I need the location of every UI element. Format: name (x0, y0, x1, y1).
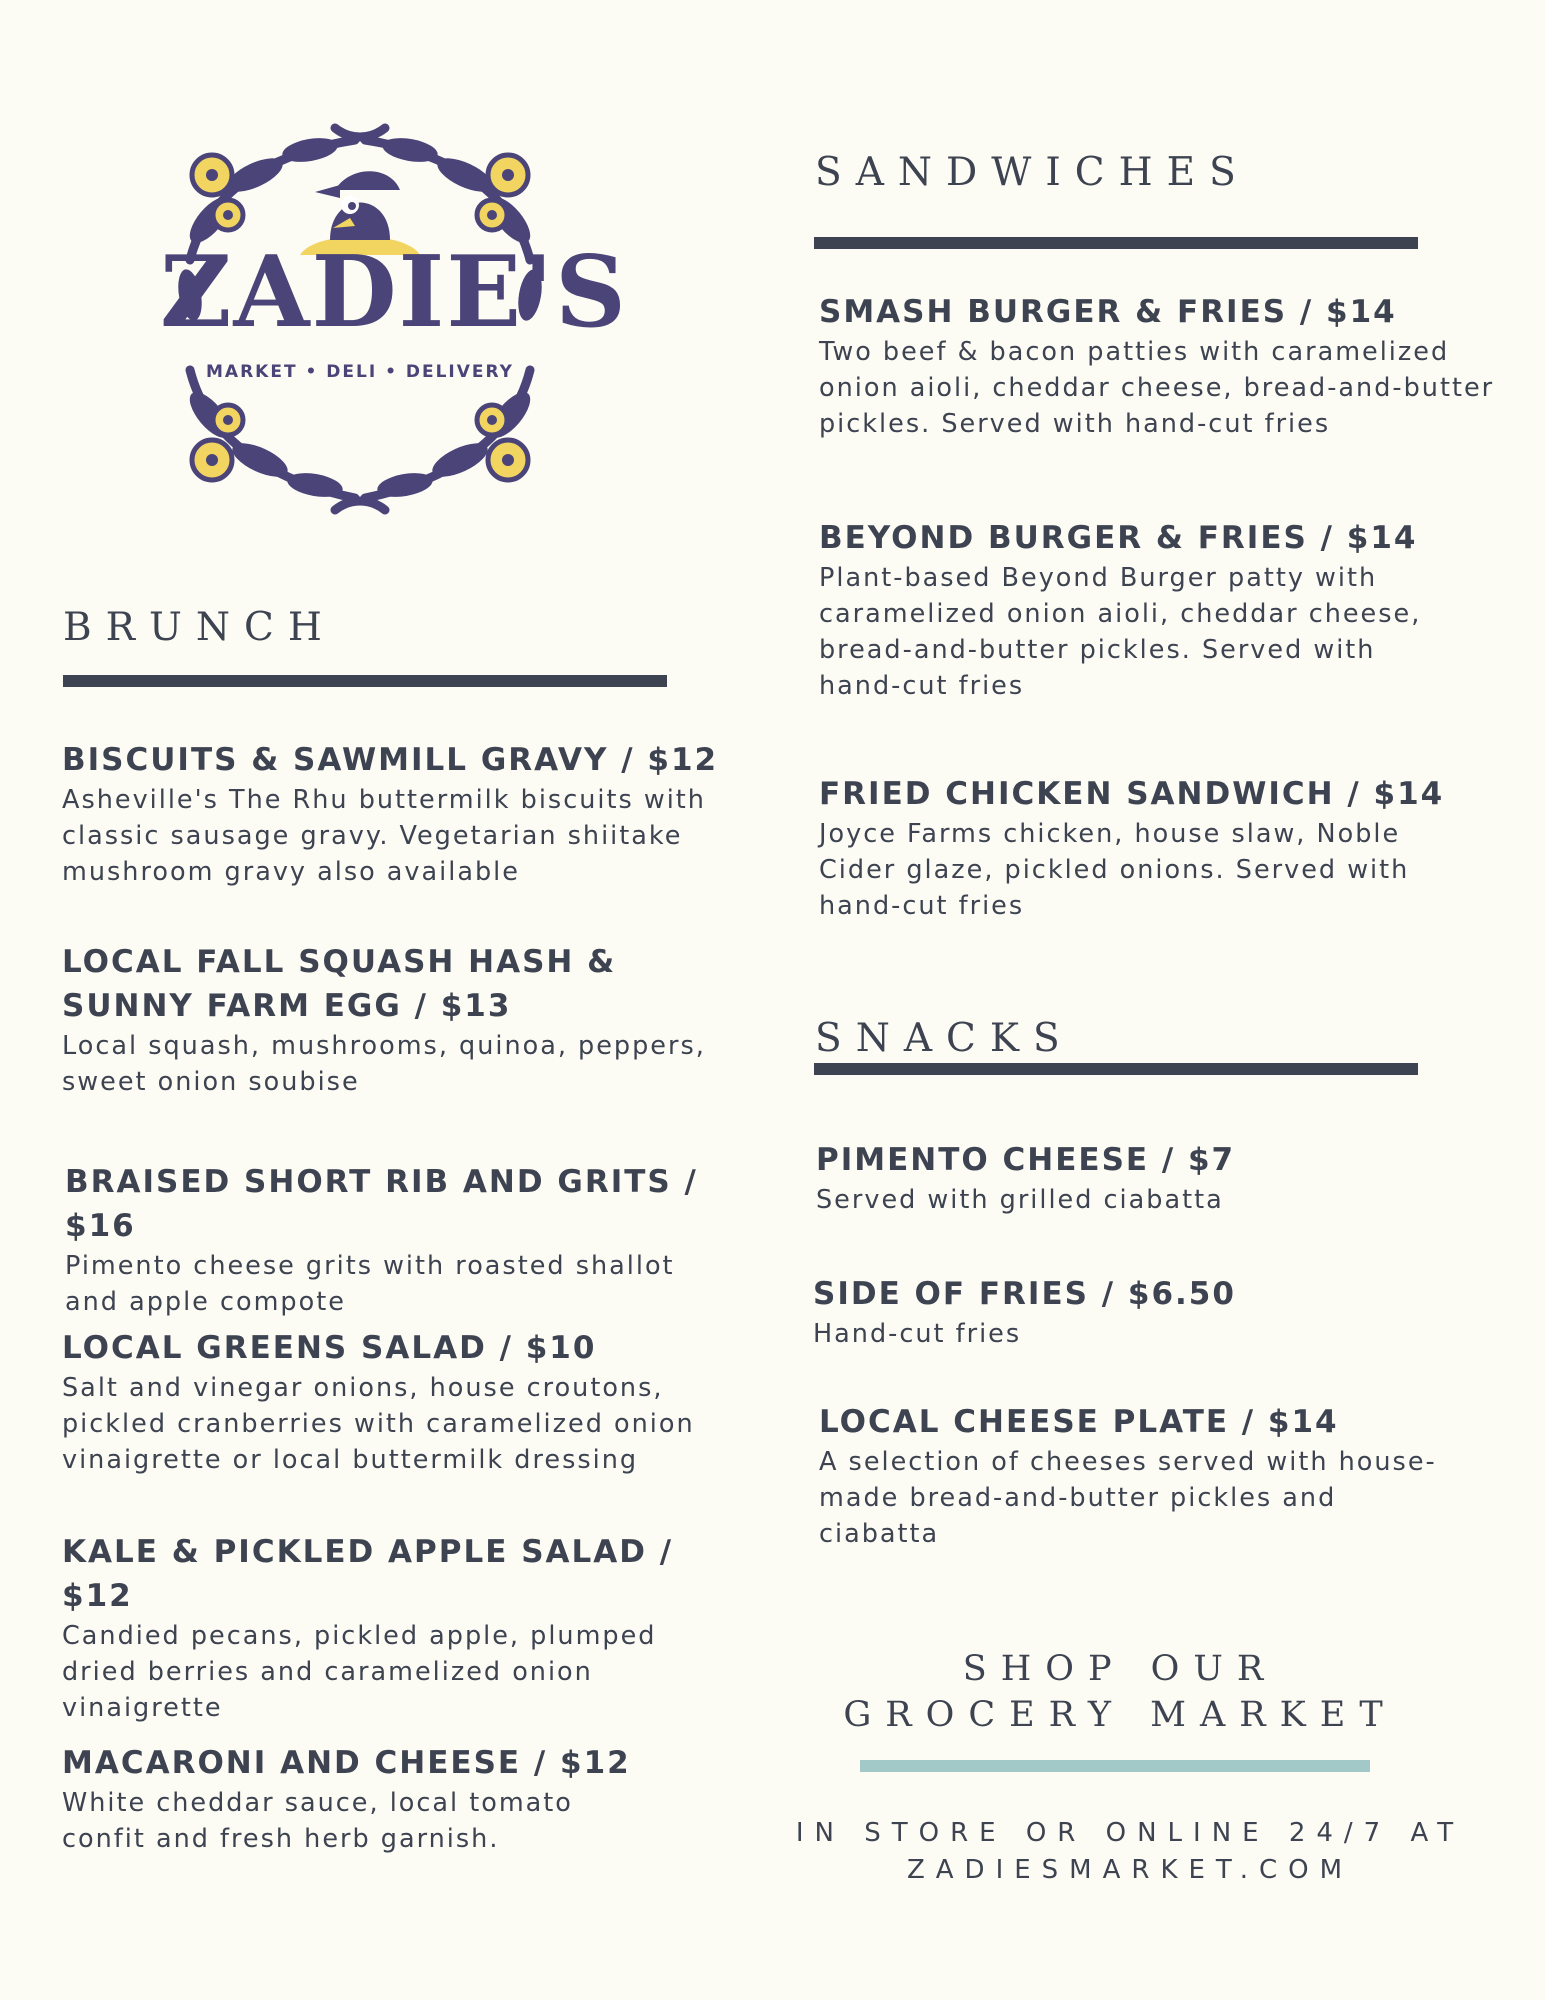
item-description: Joyce Farms chicken, house slaw, Noble Cider glaze, pickled onions. Served with hand-cut fries (819, 819, 1410, 921)
item-description: Plant-based Beyond Burger patty with caramelized onion aioli, cheddar cheese, bread-and-butter pickles. Served with hand-cut fries (819, 563, 1422, 701)
zadies-logo (150, 120, 628, 520)
shop-title: SHOP OUR GROCERY MARKET (843, 1649, 1397, 1735)
item-title: FRIED CHICKEN SANDWICH / $14 (819, 776, 1445, 812)
brunch-title: BRUNCH (63, 605, 336, 650)
item-description: Pimento cheese grits with roasted shallot and apple compote (65, 1251, 675, 1317)
item-title: BISCUITS & SAWMILL GRAVY / $12 (62, 742, 719, 778)
item-description: Served with grilled ciabatta (816, 1185, 1224, 1215)
snacks-rule (814, 1063, 1418, 1075)
menu-item (816, 1138, 1516, 1218)
shop-subtitle[interactable]: IN STORE OR ONLINE 24/7 AT ZADIESMARKET.COM (795, 1818, 1465, 1885)
menu-item (819, 772, 1519, 924)
item-description: White cheddar sauce, local tomato confit and fresh herb garnish. (62, 1788, 573, 1854)
logo-tagline: MARKET • DELI • DELIVERY (206, 362, 514, 382)
item-title: BEYOND BURGER & FRIES / $14 (819, 520, 1418, 556)
item-description: Salt and vinegar onions, house croutons, pickled cranberries with caramelized onion vinaigrette or local buttermilk dressing (62, 1373, 695, 1475)
item-title: LOCAL FALL SQUASH HASH & SUNNY FARM EGG / $13 (62, 944, 617, 1024)
brunch-rule (63, 675, 667, 687)
menu-item (62, 1530, 752, 1726)
menu-item (813, 1272, 1513, 1352)
menu-item (819, 1400, 1519, 1552)
item-title: PIMENTO CHEESE / $7 (816, 1142, 1236, 1178)
item-title: KALE & PICKLED APPLE SALAD / $12 (62, 1534, 674, 1614)
logo-name: ZADIE'S (160, 235, 628, 350)
item-description: Candied pecans, pickled apple, plumped dried berries and caramelized onion vinaigrette (62, 1621, 657, 1723)
snacks-title: SNACKS (815, 1016, 1074, 1061)
shop-rule (860, 1760, 1370, 1772)
menu-item (62, 1326, 752, 1478)
item-title: LOCAL GREENS SALAD / $10 (62, 1330, 597, 1366)
item-description: Hand-cut fries (813, 1319, 1022, 1349)
item-title: MACARONI AND CHEESE / $12 (62, 1745, 631, 1781)
item-title: LOCAL CHEESE PLATE / $14 (819, 1404, 1339, 1440)
menu-item (819, 290, 1519, 442)
menu-item (65, 1160, 765, 1320)
menu-item (62, 1741, 752, 1857)
menu-item (819, 516, 1519, 704)
item-title: BRAISED SHORT RIB AND GRITS / $16 (65, 1164, 698, 1244)
item-description: A selection of cheeses served with house-made bread-and-butter pickles and ciabatta (819, 1447, 1437, 1549)
item-description: Local squash, mushrooms, quinoa, peppers, sweet onion soubise (62, 1031, 706, 1097)
menu-item (62, 940, 752, 1100)
item-title: SMASH BURGER & FRIES / $14 (819, 294, 1397, 330)
sandwiches-title: SANDWICHES (815, 150, 1250, 195)
item-title: SIDE OF FRIES / $6.50 (813, 1276, 1236, 1312)
sandwiches-rule (814, 237, 1418, 249)
item-description: Asheville's The Rhu buttermilk biscuits with classic sausage gravy. Vegetarian shiitake mushroom gravy also available (62, 785, 706, 887)
item-description: Two beef & bacon patties with caramelized onion aioli, cheddar cheese, bread-and-butter pickles. Served with hand-cut fries (819, 337, 1495, 439)
menu-item (62, 738, 752, 890)
